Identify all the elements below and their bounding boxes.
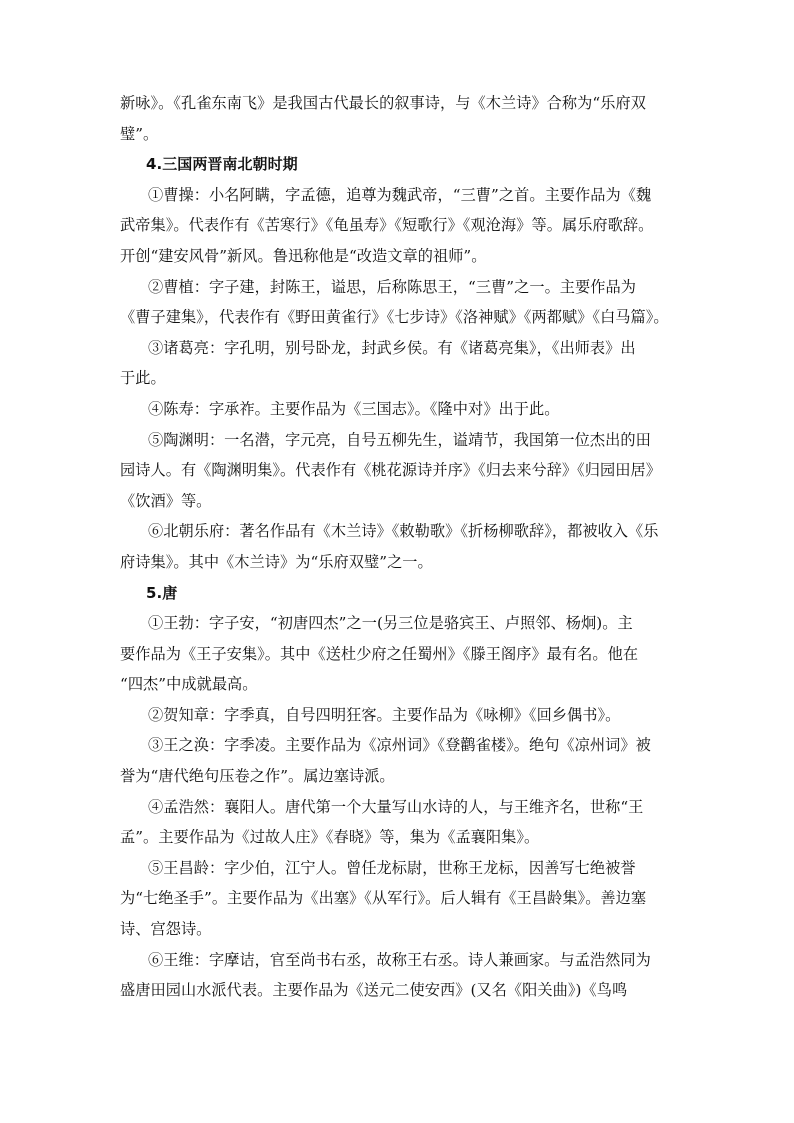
paragraph-start: ④孟浩然：襄阳人。唐代第一个大量写山水诗的人，与王维齐名，世称“王 — [148, 797, 644, 816]
text-line: 《饮酒》等。 — [120, 491, 212, 510]
section-heading: 5.唐 — [146, 583, 178, 602]
paragraph-start: ⑥王维：字摩诘，官至尚书右丞，故称王右丞。诗人兼画家。与孟浩然同为 — [148, 950, 651, 969]
text-line: 府诗集》。其中《木兰诗》为“乐府双璧”之一。 — [120, 552, 433, 571]
text-line: 孟”。主要作品为《过故人庄》《春晓》等，集为《孟襄阳集》。 — [120, 828, 540, 847]
paragraph-start: ⑤陶渊明：一名潜，字元亮，自号五柳先生，谥靖节，我国第一位杰出的田 — [148, 430, 651, 449]
paragraph-start: ④陈寿：字承祚。主要作品为《三国志》。《隆中对》出于此。 — [148, 399, 560, 418]
text-line: 璧”。 — [120, 124, 159, 143]
paragraph-start: ③王之涣：字季凌。主要作品为《凉州词》《登鹳雀楼》。绝句《凉州词》被 — [148, 736, 651, 755]
paragraph-start: ①王勃：字子安，“初唐四杰”之一(另三位是骆宾王、卢照邻、杨炯)。主 — [148, 614, 633, 633]
section-heading: 4.三国两晋南北朝时期 — [146, 155, 298, 174]
text-line: 誉为“唐代绝句压卷之作”。属边塞诗派。 — [120, 767, 395, 786]
text-line: 园诗人。有《陶渊明集》。代表作有《桃花源诗并序》《归去来兮辞》《归园田居》 — [120, 461, 661, 480]
text-line: 开创“建安风骨”新风。鲁迅称他是“改造文章的祖师”。 — [120, 246, 487, 265]
text-line: 盛唐田园山水派代表。主要作品为《送元二使安西》(又名《阳关曲》)《鸟鸣 — [120, 981, 628, 1000]
text-line: 为“七绝圣手”。主要作品为《出塞》《从军行》。后人辑有《王昌龄集》。善边塞 — [120, 889, 647, 908]
text-line: 武帝集》。代表作有《苦寒行》《龟虽寿》《短歌行》《观沧海》等。属乐府歌辞。 — [120, 216, 654, 235]
text-line: 新咏》。《孔雀东南飞》是我国古代最长的叙事诗，与《木兰诗》合称为“乐府双 — [120, 94, 646, 112]
paragraph-start: ②曹植：字子建，封陈王，谥思，后称陈思王，“三曹”之一。主要作品为 — [148, 277, 636, 296]
text-line: “四杰”中成就最高。 — [120, 675, 258, 694]
text-line: 诗、宫怨诗。 — [120, 920, 212, 939]
paragraph-start: ①曹操：小名阿瞒，字孟德，追尊为魏武帝，“三曹”之首。主要作品为《魏 — [148, 185, 652, 204]
paragraph-start: ⑤王昌龄：字少伯，江宁人。曾任龙标尉，世称王龙标，因善写七绝被誉 — [148, 858, 636, 877]
text-line: 《曹子建集》，代表作有《野田黄雀行》《七步诗》《洛神赋》《两都赋》《白马篇》。 — [120, 308, 669, 327]
paragraph-start: ⑥北朝乐府：著名作品有《木兰诗》《敕勒歌》《折杨柳歌辞》，都被收入《乐 — [148, 522, 659, 541]
document-page — [120, 88, 680, 1006]
paragraph-start: ②贺知章：字季真，自号四明狂客。主要作品为《咏柳》《回乡偶书》。 — [148, 705, 621, 724]
text-line: 于此。 — [120, 369, 166, 388]
text-line: 要作品为《王子安集》。其中《送杜少府之任蜀州》《滕王阁序》最有名。他在 — [120, 644, 639, 663]
paragraph-start: ③诸葛亮：字孔明，别号卧龙，封武乡侯。有《诸葛亮集》，《出师表》出 — [148, 338, 636, 357]
